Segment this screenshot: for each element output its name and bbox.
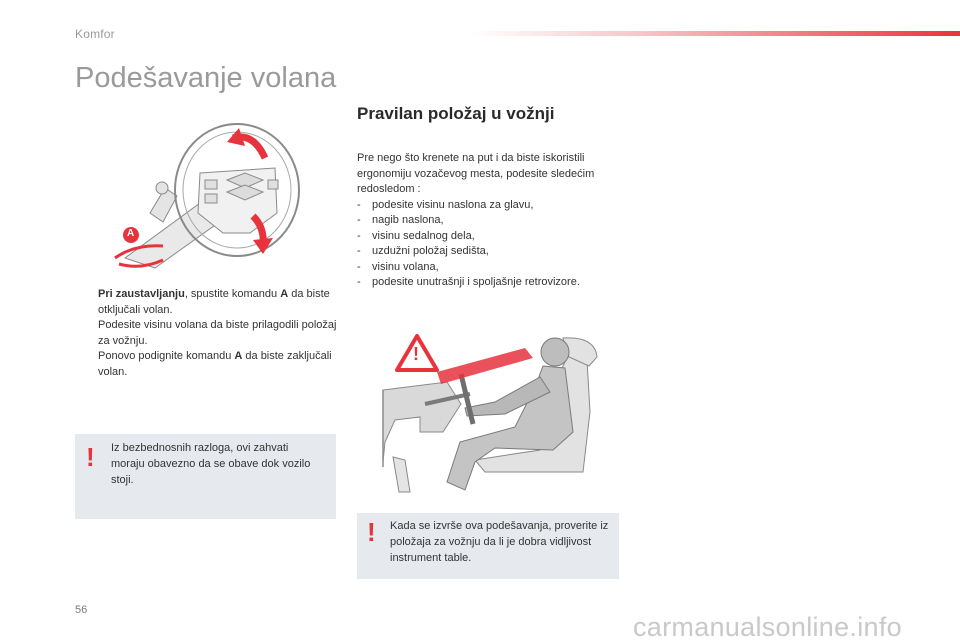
warning-exclamation-icon: ! bbox=[367, 517, 376, 547]
steering-wheel-drawing bbox=[105, 118, 320, 278]
driving-position-intro bbox=[357, 151, 632, 291]
safety-warning-text: Iz bezbednosnih razloga, ovi zahvati moraju obavezno da se obave dok vozilo stoji. bbox=[111, 442, 311, 486]
safety-warning-box bbox=[75, 434, 336, 519]
step-text: Ponovo podignite komandu bbox=[98, 350, 235, 362]
list-item: - visinu sedalnog dela, bbox=[357, 229, 632, 245]
page-number: 56 bbox=[75, 604, 88, 616]
list-item: - uzdužni položaj sedišta, bbox=[357, 244, 632, 260]
list-item: - nagib naslona, bbox=[357, 213, 632, 229]
list-item: - podesite unutrašnji i spoljašnje retrovizore. bbox=[357, 275, 632, 291]
adjustment-order-list bbox=[357, 198, 632, 291]
visibility-warning-box bbox=[357, 513, 619, 579]
header-section-label: Komfor bbox=[75, 27, 115, 41]
intro-text: Pre nego što krenete na put i da biste iskoristili ergonomiju vozačevog mesta, podesite sledećim redosledom : bbox=[357, 152, 595, 195]
steering-wheel-illustration bbox=[105, 118, 320, 278]
step-text: , spustite komandu bbox=[184, 288, 281, 300]
step-bold: Pri zaustavljanju bbox=[98, 288, 185, 300]
step-text: Podesite visinu volana da biste prilagodili položaj za vožnju. bbox=[98, 319, 337, 347]
step-key: A bbox=[280, 288, 289, 300]
adjustment-steps bbox=[75, 287, 337, 380]
marker-a-label: A bbox=[127, 228, 135, 239]
section-title: Pravilan položaj u vožnji bbox=[357, 104, 555, 123]
step-after: da biste zaključali volan. bbox=[98, 350, 332, 378]
step-after: da biste otključali volan. bbox=[98, 288, 330, 316]
warning-exclamation-icon: ! bbox=[86, 442, 95, 472]
step-item bbox=[75, 318, 337, 349]
warning-triangle-mark: ! bbox=[413, 344, 419, 364]
step-item bbox=[75, 349, 337, 380]
header-accent-bar bbox=[470, 31, 960, 36]
step-item bbox=[75, 287, 337, 318]
list-item: - visinu volana, bbox=[357, 260, 632, 276]
driving-position-illustration bbox=[365, 332, 615, 497]
watermark-text: carmanualsonline.info bbox=[633, 612, 902, 642]
page-title: Podešavanje volana bbox=[75, 62, 337, 94]
driver-seat-drawing bbox=[365, 332, 615, 497]
visibility-warning-text: Kada se izvrše ova podešavanja, proverite iz položaja za vožnju da li je dobra vidljivost instrument table. bbox=[390, 520, 609, 564]
step-key: A bbox=[234, 350, 243, 362]
list-item: - podesite visinu naslona za glavu, bbox=[357, 198, 632, 214]
